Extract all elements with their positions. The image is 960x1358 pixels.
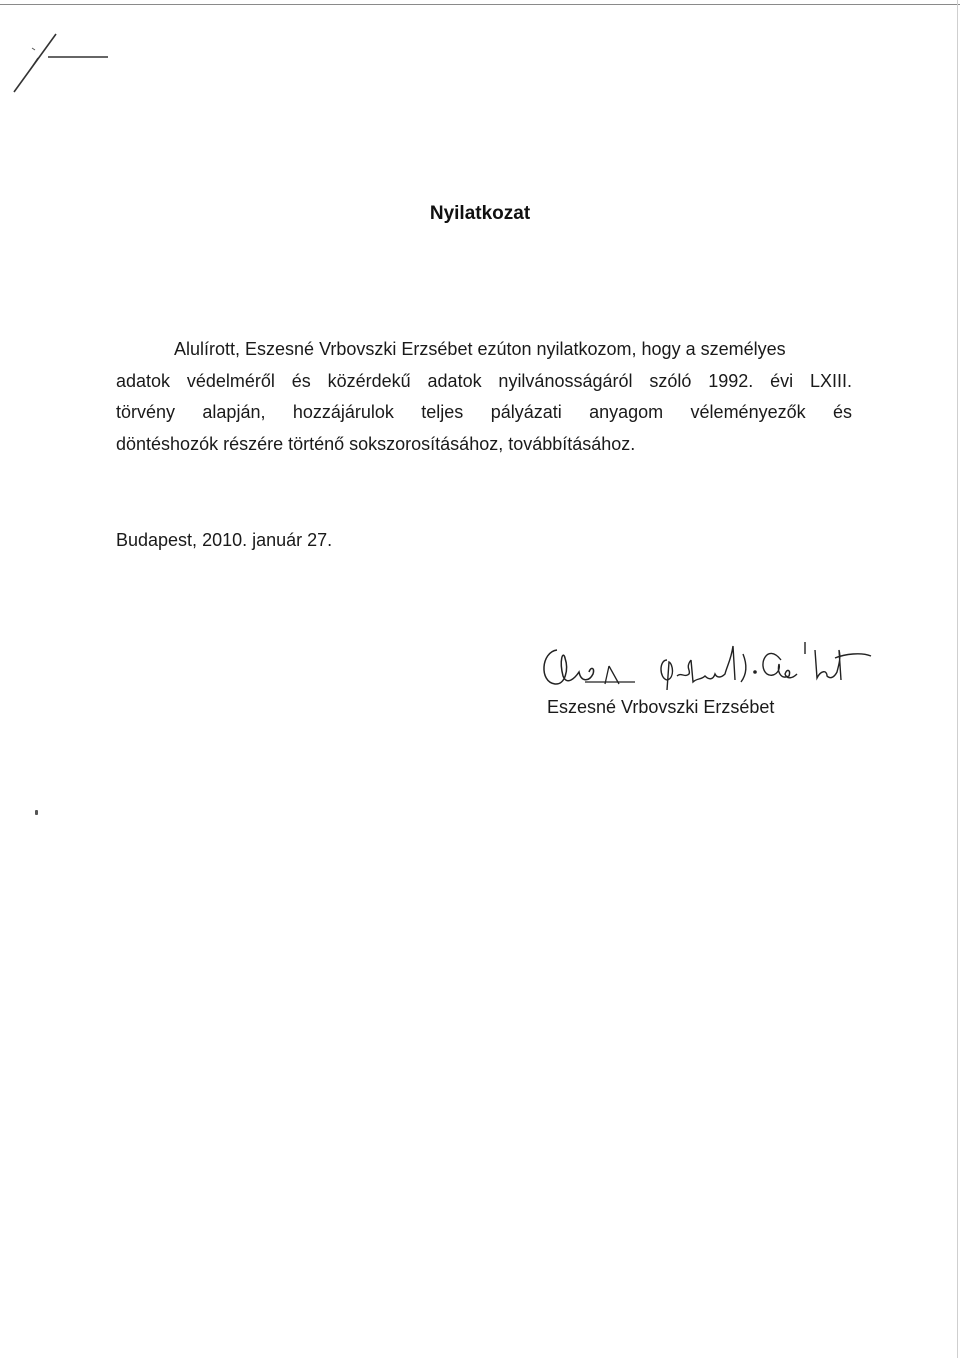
signer-name: Eszesné Vrbovszki Erzsébet bbox=[547, 697, 775, 717]
paragraph-line: adatok védelméről és közérdekű adatok nyilvánosságáról szóló 1992. évi LXIII. bbox=[116, 370, 852, 391]
handwritten-signature bbox=[535, 620, 875, 700]
document-title: Nyilatkozat bbox=[429, 203, 531, 224]
paragraph-line: döntéshozók részére történő sokszorosításához, továbbításához. bbox=[116, 433, 636, 454]
handwritten-corner-mark bbox=[8, 30, 118, 100]
paragraph-line: Alulírott, Eszesné Vrbovszki Erzsébet ezúton nyilatkozom, hogy a személyes bbox=[174, 339, 786, 359]
paragraph-line: törvény alapján, hozzájárulok teljes pályázati anyagom véleményezők és bbox=[116, 402, 852, 422]
page-top-edge bbox=[0, 4, 960, 5]
scan-speck bbox=[35, 810, 38, 815]
place-and-date: Budapest, 2010. január 27. bbox=[116, 530, 333, 550]
declaration-paragraph bbox=[116, 334, 852, 460]
